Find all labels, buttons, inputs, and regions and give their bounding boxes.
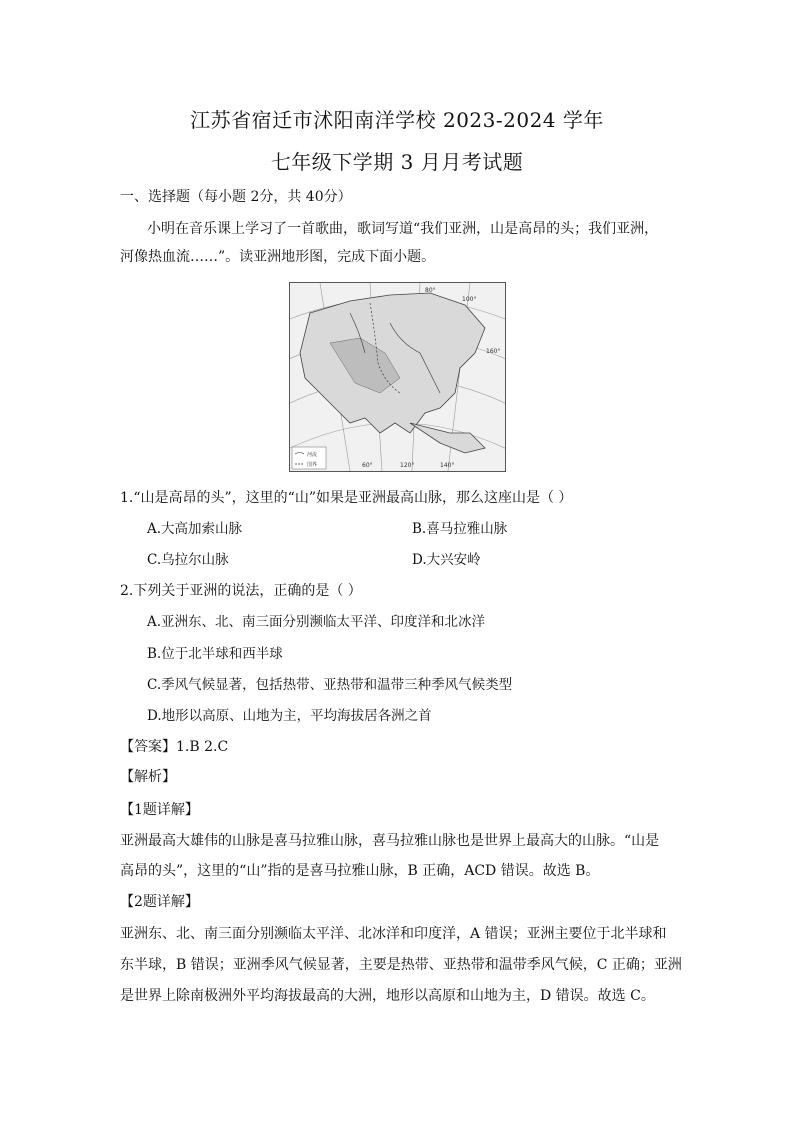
- map-tick-label: 100°: [462, 296, 477, 303]
- asia-terrain-map: [289, 282, 506, 472]
- analysis-heading: 【解析】: [120, 769, 176, 785]
- map-tick-label: 120°: [400, 462, 415, 469]
- intro-line-2: 河像热血流……”。读亚洲地形图，完成下面小题。: [120, 249, 436, 265]
- detail-1-line-2: 高昂的头”，这里的“山”指的是喜马拉雅山脉，B 正确，ACD 错误。故选 B。: [120, 863, 600, 879]
- answer-line: 【答案】1.B 2.C: [120, 739, 229, 755]
- detail-1-heading: 【1题详解】: [120, 802, 199, 818]
- q2-option-b: B.位于北半球和西半球: [147, 646, 283, 662]
- map-tick-label: 160°: [486, 348, 501, 355]
- q1-option-d: D.大兴安岭: [412, 552, 481, 568]
- intro-line-1: 小明在音乐课上学习了一首歌曲，歌词写道“我们亚洲，山是高昂的头；我们亚洲，: [147, 221, 659, 237]
- q1-option-a: A.大高加索山脉: [147, 521, 243, 537]
- q2-option-d: D.地形以高原、山地为主，平均海拔居各洲之首: [147, 708, 432, 724]
- detail-2-line-2: 东半球，B 错误；亚洲季风气候显著，主要是热带、亚热带和温带季风气候，C 正确；亚洲: [120, 957, 682, 973]
- detail-2-line-1: 亚洲东、北、南三面分别濒临太平洋、北冰洋和印度洋，A 错误；亚洲主要位于北半球和: [120, 926, 667, 942]
- asia-map-graphic: [290, 283, 505, 471]
- q2-option-c: C.季风气候显著，包括热带、亚热带和温带三种季风气候类型: [147, 677, 513, 693]
- map-tick-label: 60°: [362, 462, 373, 469]
- section-heading: 一、选择题（每小题 2分，共 40分）: [120, 189, 352, 205]
- q2-option-a: A.亚洲东、北、南三面分别濒临太平洋、印度洋和北冰洋: [147, 614, 486, 630]
- detail-2-heading: 【2题详解】: [120, 894, 199, 910]
- q1-stem: 1.“山是高昂的头”，这里的“山”如果是亚洲最高山脉，那么这座山是（ ）: [120, 490, 573, 506]
- q2-stem: 2.下列关于亚洲的说法，正确的是（ ）: [120, 583, 362, 599]
- q1-option-b: B.喜马拉雅山脉: [412, 521, 508, 537]
- detail-1-line-1: 亚洲最高大雄伟的山脉是喜马拉雅山脉，喜马拉雅山脉也是世界上最高大的山脉。“山是: [120, 833, 660, 849]
- map-tick-label: 140°: [440, 462, 455, 469]
- detail-2-line-3: 是世界上除南极洲外平均海拔最高的大洲，地形以高原和山地为主，D 错误。故选 C。: [120, 988, 655, 1004]
- title-line-2: 七年级下学期 3 月月考试题: [270, 150, 524, 174]
- q1-option-c: C.乌拉尔山脉: [147, 552, 229, 568]
- legend-river-label: 河流: [307, 452, 318, 458]
- title-line-1: 江苏省宿迁市沭阳南洋学校 2023-2024 学年: [190, 108, 604, 132]
- map-tick-label: 80°: [425, 287, 436, 294]
- legend-border-label: 国界: [307, 462, 318, 468]
